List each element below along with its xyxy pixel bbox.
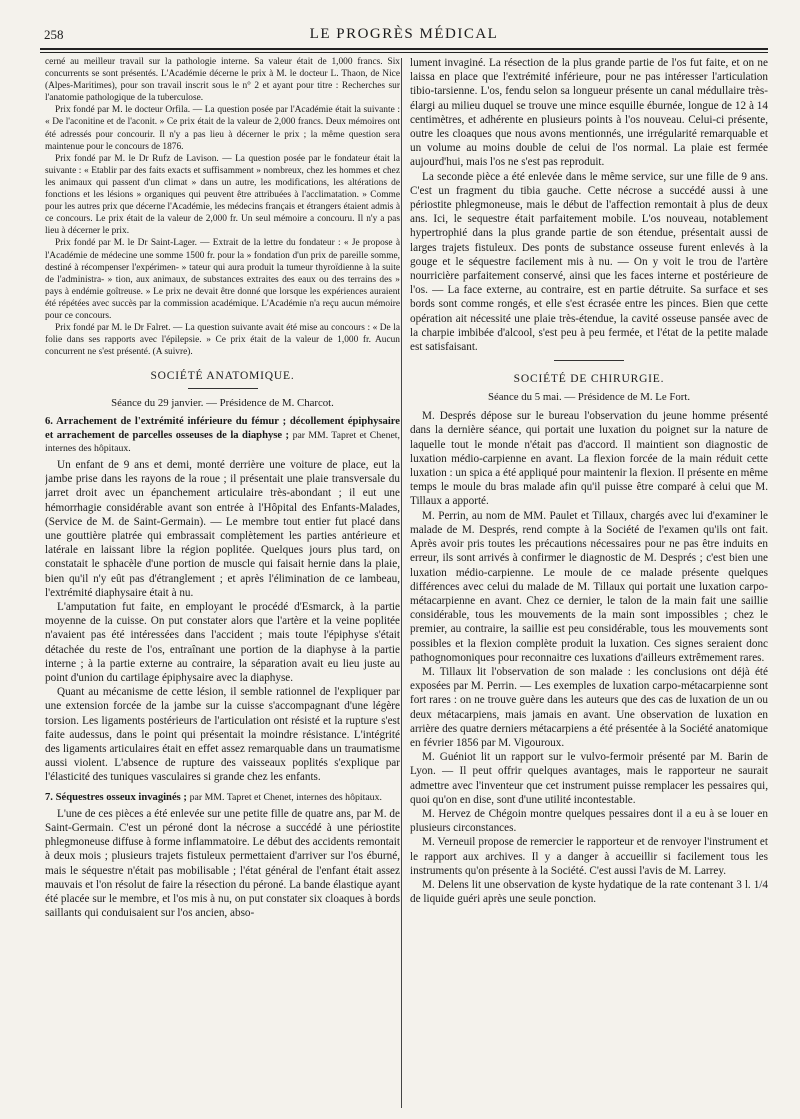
chirurgie-paragraph: M. Tillaux lit l'observation de son malade : les conclusions ont déjà été exposées par M. Perrin. — Les exemples de luxation carpo-métacarpienne sont fort rares : on ne trouve guère dans les auteurs que des cas de luxation de un ou deux métacarpiens, mais jamais en avant. Une observation de luxation en arrière des quatre derniers métacarpiens a été présentée à la Société anatomique en février 1856 par M. Vigouroux.: [410, 665, 768, 749]
column-divider: [401, 58, 402, 1108]
section-title-anatomique: SOCIÉTÉ ANATOMIQUE.: [150, 370, 295, 383]
prize-falret-paragraph: Prix fondé par M. le Dr Falret. — La question suivante avait été mise au concours : « De la folie dans ses rapports avec l'épilepsie. » Ce prix était de la valeur de 1,000 fr. Aucun concurrent ne s'est présenté. (A suivre).: [45, 323, 400, 358]
right-column: [410, 56, 768, 1112]
seance-line: Séance du 29 janvier. — Présidence de M. Charcot.: [111, 397, 334, 410]
left-column: [45, 56, 400, 1112]
chirurgie-paragraph: M. Després dépose sur le bureau l'observation du jeune homme présenté dans la dernière séance, qui portait une luxation du poignet sur la nature de laquelle tout le monde n'était pas d'accord. Il maintient son diagnostic de luxation médio-carpienne en avant. La flexion forcée de la main réduit cette luxation : un spica a été appliqué pour maintenir la flexion. Il présente en même temps le moule du bras malade afin qu'il puisse être comparé à celui que M. Tillaux a apporté.: [410, 410, 768, 508]
section-title-chirurgie: SOCIÉTÉ DE CHIRURGIE.: [513, 373, 665, 386]
prize-saint-lager-paragraph: Prix fondé par M. le Dr Saint-Lager. — Extrait de la lettre du fondateur : « Je propose à l'Académie de médecine une somme 1500 fr. pour la » fondation d'un prix de pareille somme, destiné à récompenser l'expérimen- » tateur qui aura produit la tumeur thyroïdienne à la suite de l'administra- » tion, aux animaux, de substances extraites des eaux ou des terrains des » pays à endémie goîtreuse. » Le prix ne devait être donné que lorsque les expériences auraient été répétées avec succès par la commission académique. L'Académie n'a reçu aucun mémoire pour ce concours.: [45, 238, 400, 321]
article-6-heading: [45, 415, 400, 455]
journal-title: LE PROGRÈS MÉDICAL: [309, 26, 499, 42]
article-7-paragraph: L'une de ces pièces a été enlevée sur une petite fille de quatre ans, par M. de Saint-Germain. C'est un péroné dont la nécrose a succédé à une périostite phlegmoneuse diffuse à forme inflammatoire. Le début des accidents remontait à deux mois ; plusieurs trajets fistuleux permettaient d'arriver sur l'os éburné, mais le séquestre n'était pas mobilisable ; l'état général de l'enfant était assez mauvais et l'on résolut de faire la résection du péroné. La bande élastique ayant été placée sur le membre, et l'os mis à nu, on put constater six cloaques à bords saillants qui conduisaient sur l'os ancien, abso-: [45, 807, 400, 920]
prize-orfila-paragraph: Prix fondé par M. le docteur Orfila. — La question posée par l'Académie était la suivante : « De l'aconitine et de l'aconit. » Ce prix était de la valeur de 2,000 francs. Deux mémoires ont été adressés pour concourir. Il n'y a pas lieu à décerner le prix ; la même question sera maintenue pour le concours de 1876.: [45, 105, 400, 152]
chirurgie-paragraph: M. Guéniot lit un rapport sur le vulvo-fermoir présenté par M. Barin de Lyon. — Il peut offrir quelques avantages, mais le rapporteur ne saurait admettre avec l'inventeur que cet instrument puisse remplacer les pessaires qui, quoi qu'on en dise, sont d'une utilité incontestable.: [410, 751, 768, 806]
page-header: [40, 18, 768, 50]
article-7-heading: [45, 791, 400, 804]
chirurgie-paragraph: M. Verneuil propose de remercier le rapporteur et de renvoyer l'instrument et le rapport aux archives. Il y a danger à accueillir si facilement tous les instruments qu'on présente à la Société. C'est aussi l'avis de M. Larrey.: [410, 836, 768, 877]
chirurgie-paragraph: M. Perrin, au nom de MM. Paulet et Tillaux, chargés avec lui d'examiner le malade de M. Després, rend compte à la Société de l'examen qu'ils ont fait. Après avoir pris toutes les précautions nécessaires pour ne pas être induits en erreur, ils sont arrivés à confirmer le diagnostic de M. Després ; c'est bien une luxation médio-carpienne. Le moule de ce malade présente quelques différences avec celui du malade de M. Tillaux qui portait une luxation carpo-métacarpienne en avant. Chez ce dernier, le talon de la main fait une saillie considérable, tous les mouvements de la main sont impossibles ; chez le premier, au contraire, la saillie est peu considérable, tous les mouvements sont possibles et la flexion complète produit la luxation. Ces signes seraient donc pathognomoniques pour reconnaitre ces luxations d'ailleurs extrêmement rares.: [410, 509, 768, 664]
article-6-title: 6. Arrachement de l'extrémité inférieure du fémur ; décollement épiphysaire et arrachement de parcelles osseuses de la diaphyse ;: [45, 416, 400, 441]
article-6-authors: par MM. Tapret et Chenet, internes des hôpitaux.: [45, 429, 400, 454]
intro-paragraph: cerné au meilleur travail sur la pathologie interne. Sa valeur était de 1,000 francs. Six concurrents se sont présentés. L'Académie décerne le prix à M. le docteur L. Thaon, de Nice (Alpes-Maritimes), pour son travail inscrit sous le n° 2 et ayant pour titre : Recherches sur l'anatomie pathologique de la tuberculose.: [45, 57, 400, 104]
article-6-paragraph: Quant au mécanisme de cette lésion, il semble rationnel de l'expliquer par une extension forcée de la jambe sur la cuisse s'accompagnant d'une légère torsion. Les ligaments postérieurs de l'articulation ont résisté et la rupture s'est faite audessus, dans le point qui présentait la moindre résistance. L'intégrité des ligaments articulaires était en effet assez remarquable dans un traumatisme aussi violent. L'absence de rupture des vaisseaux poplités s'explique par l'élasticité des tuniques vasculaires si grande chez les enfants.: [45, 686, 400, 784]
article-7-authors: par MM. Tapret et Chenet, internes des hôpitaux.: [189, 791, 382, 803]
article-7-continuation: lument invaginé. La résection de la plus grande partie de l'os fut faite, et on ne laissa en place que l'extrémité inférieure, pour ne pas intéresser l'articulation tibio-tarsienne. L'os, fendu selon sa longueur présente un canal médullaire très-élargi au milieu duquel se trouve une mince esquille éburnée, longue de 12 à 14 centimètres, et adhérente en plusieurs points à l'os nouveau. Celui-ci présente, outre les cloaques que nous avons mentionnés, une irrégularité remarquable et un volume au moins double de celui de l'os normal. La plaie est fermée aujourd'hui, mais l'os ne s'est pas reproduit.: [410, 57, 768, 169]
section-rule: [188, 388, 258, 389]
prize-rufz-paragraph: Prix fondé par M. le Dr Rufz de Lavison. — La question posée par le fondateur était la suivante : « Etablir par des faits exacts et suffisamment » nombreux, chez les hommes et chez les animaux qui passent d'un climat » dans un autre, les modifications, les altérations de fonctions et les lésions » organiques qui peuvent être attribuées à l'acclimatation. » Comme pour les autres prix que décerne l'Académie, les médecins français et étrangers étaient admis à ce concours. Le prix était de la valeur de 2,000 fr. Un seul mémoire a concouru. Il n'y a pas lieu à décerner le prix.: [45, 153, 400, 237]
article-6-paragraph: Un enfant de 9 ans et demi, monté derrière une voiture de place, eut la jambe prise dans les rayons de la roue ; il présentait une plaie transversale du jarret droit avec un épanchement articulaire très-abondant ; il eut une hémorrhagie considérable avant son entrée à l'Hôpital des Enfants-Malades, (Service de M. de Saint-Germain). — Le membre tout entier fut placé dans une gouttière platrée qui embrassait complètement les parties antérieure et latérale en laissant libre la région poplitée. Quelques jours plus tard, on constatait le sphacèle d'une portion de muscle qui faisait hernie dans la plaie, bien qu'il n'y eût pas d'étranglement ; et après l'élimination de ce lambeau, l'extrémité diaphysaire était à nu.: [45, 458, 400, 599]
article-7-title: 7. Séquestres osseux invaginés ;: [45, 791, 187, 803]
seance-line: Séance du 5 mai. — Présidence de M. Le Fort.: [487, 391, 691, 404]
article-7-second-piece: La seconde pièce a été enlevée dans le même service, sur une fille de 9 ans. C'est un fragment du tibia gauche. Cette nécrose a succédé aussi à une périostite phlegmoneuse, mais le début de l'affection remontait à plus de deux ans. Ici, le sequestre était parfaitement mobile. L'os nouveau, notablement hypertrophié dans la plus grande partie de son étendue, présentait aussi de larges trajets fistuleux. Des ponts de substance osseuse furent enlevés à la gouge et le séquestre facilement mis à nu. — On y voit le trou de l'artère nourricière parfaitement conservé, ainsi que les faces interne et postérieure de l'os. — La face externe, au contraire, est en partie détruite. Sa surface et ses bords sont comme rongés, et elle s'est écrasée entre les pinces. Bien que cette opération ait nécessité une plaie très-étendue, la cavité osseuse pansée avec de la charpie imbibée d'alcool, s'est peu à peu fermée, et l'état de la petite malade est satisfaisant.: [410, 170, 768, 354]
chirurgie-paragraph: M. Hervez de Chégoin montre quelques pessaires dont il a eu à se louer en plusieurs circonstances.: [410, 807, 768, 835]
chirurgie-paragraph: M. Delens lit une observation de kyste hydatique de la rate contenant 3 l. 1/4 de liquide guéri après une seule ponction.: [410, 878, 768, 906]
article-6-paragraph: L'amputation fut faite, en employant le procédé d'Esmarck, à la partie moyenne de la cuisse. On put constater alors que l'artère et la veine poplitée n'avaient pas été intéressées dans l'accident ; mais toute l'épiphyse s'était détachée du reste de l'os, entraînant une portion de la diaphyse à la partie interne ; à la partie externe au contraire, la séparation avait eu lieu juste au point d'union du cartilage épiphysaire avec la diaphyse.: [45, 600, 400, 684]
page-number: 258: [44, 27, 64, 42]
section-rule: [554, 360, 624, 361]
